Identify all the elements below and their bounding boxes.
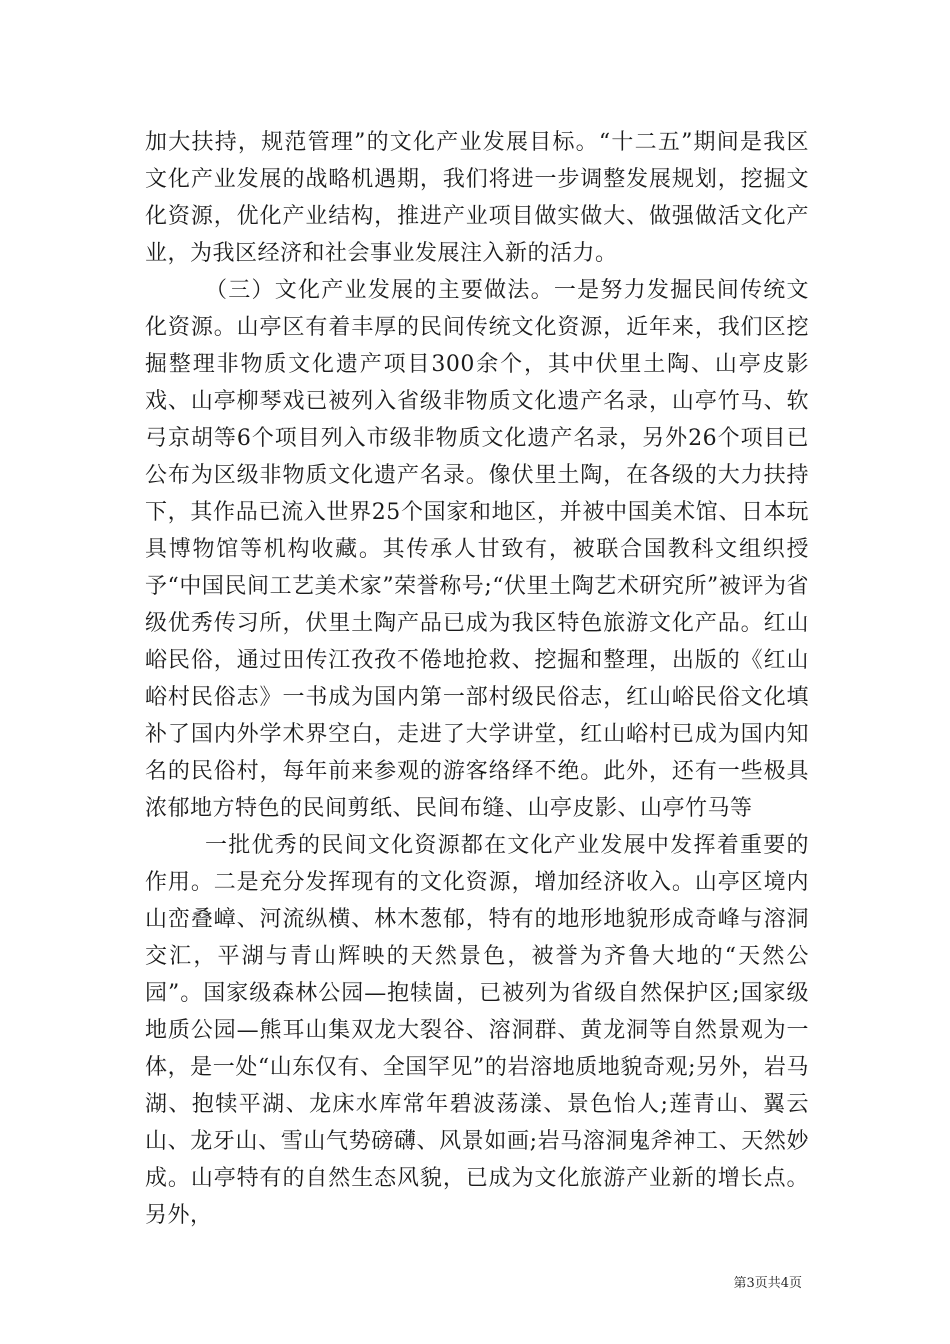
paragraph-1: 加大扶持，规范管理”的文化产业发展目标。“十二五”期间是我区文化产业发展的战略机遇期，我们将进一步调整发展规划，挖掘文化资源，优化产业结构，推进产业项目做实做大、做强做活文化产业，为我区经济和社会事业发展注入新的活力。 bbox=[145, 130, 809, 266]
paragraph-3: 一批优秀的民间文化资源都在文化产业发展中发挥着重要的作用。二是充分发挥现有的文化资源，增加经济收入。山亭区境内山峦叠嶂、河流纵横、林木葱郁，特有的地形地貌形成奇峰与溶洞交汇，平湖与青山辉映的天然景色，被誉为齐鲁大地的“天然公园”。国家级森林公园—抱犊崮，已被列为省级自然保护区;国家级地质公园—熊耳山集双龙大裂谷、溶洞群、黄龙洞等自然景观为一体，是一处“山东仅有、全国罕见”的岩溶地质地貌奇观;另外，岩马湖、抱犊平湖、龙床水库常年碧波荡漾、景色怡人;莲青山、翼云山、龙牙山、雪山气势磅礴、风景如画;岩马溶洞鬼斧神工、天然妙成。山亭特有的自然生态风貌，已成为文化旅游产业新的增长点。另外， bbox=[145, 833, 809, 1228]
page-number: 第3页共4页 bbox=[733, 1276, 802, 1291]
document-body bbox=[145, 124, 809, 1234]
paragraph-2: （三）文化产业发展的主要做法。一是努力发掘民间传统文化资源。山亭区有着丰厚的民间传统文化资源，近年来，我们区挖掘整理非物质文化遗产项目300余个，其中伏里土陶、山亭皮影戏、山亭柳琴戏已被列入省级非物质文化遗产名录，山亭竹马、软弓京胡等6个项目列入市级非物质文化遗产名录，另外26个项目已公布为区级非物质文化遗产名录。像伏里土陶，在各级的大力扶持下，其作品已流入世界25个国家和地区，并被中国美术馆、日本玩具博物馆等机构收藏。其传承人甘致有，被联合国教科文组织授予“中国民间工艺美术家”荣誉称号;“伏里土陶艺术研究所”被评为省级优秀传习所，伏里土陶产品已成为我区特色旅游文化产品。红山峪民俗，通过田传江孜孜不倦地抢救、挖掘和整理，出版的《红山峪村民俗志》一书成为国内第一部村级民俗志，红山峪民俗文化填补了国内外学术界空白，走进了大学讲堂，红山峪村已成为国内知名的民俗村，每年前来参观的游客络绎不绝。此外，还有一些极具浓郁地方特色的民间剪纸、民间布缝、山亭皮影、山亭竹马等 bbox=[145, 278, 809, 821]
